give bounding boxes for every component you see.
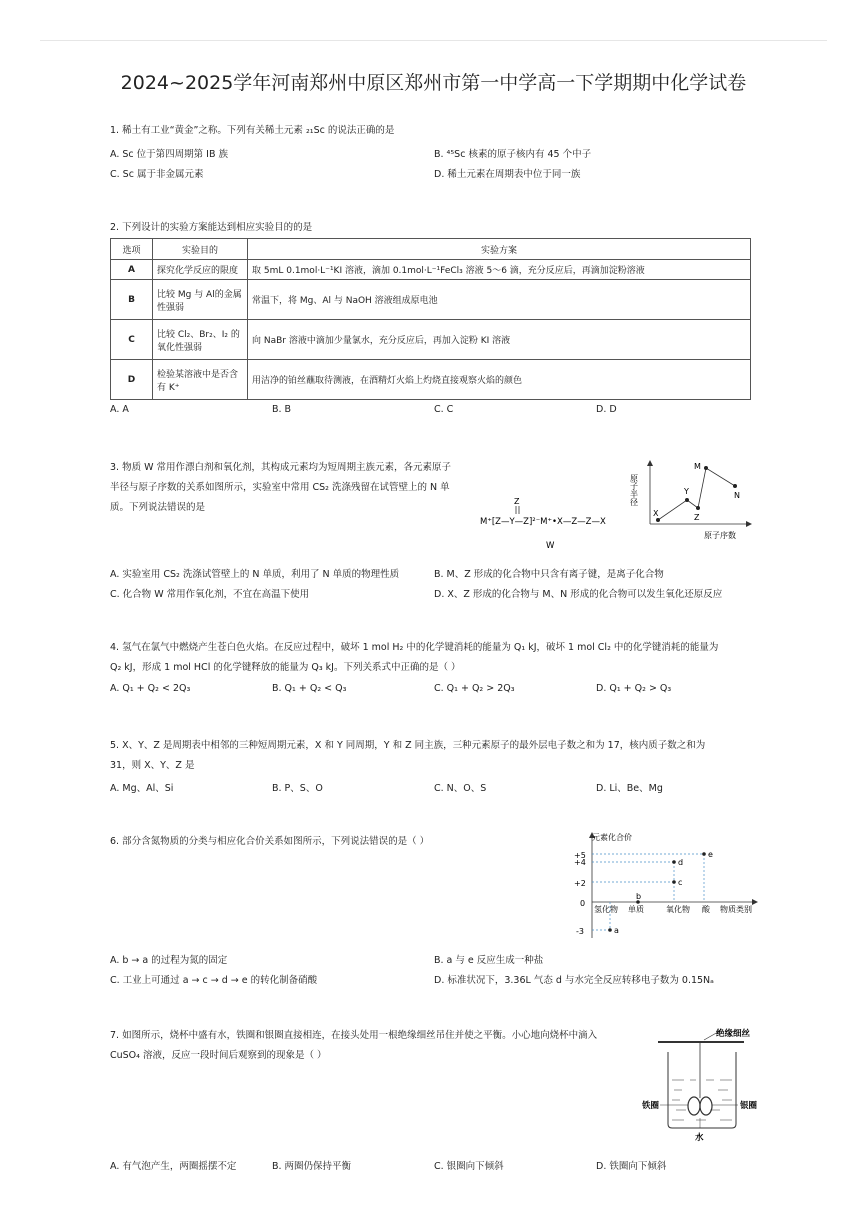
point-d [672,860,676,864]
point-label-x: X [653,509,659,518]
point-label-d: d [678,858,684,867]
table-header-row [111,239,751,260]
page-title: 2024~2025学年河南郑州中原区郑州市第一中学高一下学期期中化学试卷 [120,72,747,94]
ytick-plus4: +4 [574,858,586,867]
q3-option-c[interactable]: C. 化合物 W 常用作氧化剂，不宜在高温下使用 [110,589,310,600]
q6-option-b[interactable]: B. a 与 e 反应生成一种盐 [434,955,544,966]
q7-stem-line-2: CuSO₄ 溶液，反应一段时间后观察到的现象是（ ） [110,1050,327,1061]
xcat-oxide: 氧化物 [666,905,690,914]
graph-xlabel: 物质类别 [720,905,752,914]
q6-option-c[interactable]: C. 工业上可通过 a → c → d → e 的转化制备硝酸 [110,975,318,986]
q2-option-b[interactable]: B. B [272,404,292,415]
xcat-hydride: 氢化物 [594,905,618,914]
label-water: 水 [695,1133,704,1143]
ytick-zero: 0 [580,899,586,908]
point-label-y: Y [684,487,689,496]
ytick-plus5: +5 [574,851,586,860]
point-x [656,518,660,522]
q3-option-d[interactable]: D. X、Z 形成的化合物与 M、N 形成的化合物可以发生氧化还原反应 [434,589,723,600]
iron-ring [688,1097,700,1115]
q3-option-b[interactable]: B. M、Z 形成的化合物中只含有离子键，是离子化合物 [434,569,664,580]
table-row [111,360,751,400]
point-c [672,880,676,884]
point-label-a: a [614,926,619,935]
q3-option-a[interactable]: A. 实验室用 CS₂ 洗涤试管壁上的 N 单质，利用了 N 单质的物理性质 [110,569,400,580]
q7-option-b[interactable]: B. 两圈仍保持平衡 [272,1161,352,1172]
q4-stem-line-1: 4. 氢气在氯气中燃烧产生苍白色火焰。在反应过程中，破坏 1 mol H₂ 中的化学键消耗的能量为 Q₁ kJ，破坏 1 mol Cl₂ 中的化学键消耗的能量为 [110,642,719,653]
q7-stem-line-1: 7. 如图所示，烧杯中盛有水，铁圈和银圈直接相连，在接头处用一根绝缘细丝吊住并使之平衡。小心地向烧杯中滴入 [110,1030,598,1041]
q6-valence-graph [570,828,760,940]
q3-stem-line-3: 质。下列说法错误的是 [110,502,206,513]
q7-beaker-figure [640,1028,770,1143]
table-cell-purpose: 检验某溶液中是否含有 K⁺ [153,360,248,400]
q2-option-a[interactable]: A. A [110,404,129,415]
q3-stem-line-2: 半径与原子序数的关系如图所示，实验室中常用 CS₂ 洗涤残留在试管壁上的 N 单 [110,482,450,493]
q4-option-c[interactable]: C. Q₁ + Q₂ > 2Q₃ [434,683,515,694]
top-divider [40,40,827,41]
xcat-acid: 酸 [702,905,710,914]
q2-stem: 2. 下列设计的实验方案能达到相应实验目的的是 [110,222,313,233]
point-label-b: b [636,892,642,901]
point-a [608,928,612,932]
point-label-c: c [678,878,683,887]
q5-option-c[interactable]: C. N、O、S [434,783,487,794]
point-y [685,498,689,502]
graph-ylabel: 元素化合价 [592,833,632,842]
table-cell-plan: 用洁净的铂丝蘸取待测液，在酒精灯火焰上灼烧直接观察火焰的颜色 [248,360,751,400]
table-header: 选项 [111,239,153,260]
structure-label-w: W [546,541,555,551]
q5-option-b[interactable]: B. P、S、O [272,783,323,794]
structure-top-atom: Z [514,497,520,506]
q3-radius-graph [630,460,755,540]
q5-stem-line-2: 31，则 X、Y、Z 是 [110,760,195,771]
table-row [111,260,751,280]
point-e [702,852,706,856]
structure-formula: M⁺[Z—Y—Z]²⁻M⁺•X—Z—Z—X [480,517,606,527]
table-cell-plan: 常温下，将 Mg、Al 与 NaOH 溶液组成原电池 [248,280,751,320]
q7-option-d[interactable]: D. 铁圈向下倾斜 [596,1161,667,1172]
table-cell-purpose: 探究化学反应的限度 [153,260,248,280]
q2-table [110,238,751,400]
table-cell-plan: 取 5mL 0.1mol·L⁻¹KI 溶液，滴加 0.1mol·L⁻¹FeCl₃ 溶液 5～6 滴，充分反应后，再滴加淀粉溶液 [248,260,751,280]
table-cell-plan: 向 NaBr 溶液中滴加少量氯水，充分反应后，再加入淀粉 KI 溶液 [248,320,751,360]
q1-option-d[interactable]: D. 稀土元素在周期表中位于同一族 [434,169,581,180]
q4-option-d[interactable]: D. Q₁ + Q₂ > Q₃ [596,683,672,694]
q4-stem-line-2: Q₂ kJ，形成 1 mol HCl 的化学键释放的能量为 Q₃ kJ。下列关系式中正确的是（ ） [110,662,461,673]
ytick-minus3: -3 [576,927,584,936]
point-n [733,484,737,488]
label-insulated-string: 绝缘细丝 [716,1029,751,1039]
q6-option-a[interactable]: A. b → a 的过程为氮的固定 [110,955,228,966]
point-label-m: M [694,462,701,471]
table-cell-purpose: 比较 Cl₂、Br₂、I₂ 的氧化性强弱 [153,320,248,360]
point-label-n: N [734,491,740,500]
q5-option-a[interactable]: A. Mg、Al、Si [110,783,174,794]
q5-stem-line-1: 5. X、Y、Z 是周期表中相邻的三种短周期元素，X 和 Y 同周期，Y 和 Z 同主族，三种元素原子的最外层电子数之和为 17，核内质子数之和为 [110,740,706,751]
q3-structure-figure [476,494,636,554]
q3-stem-line-1: 3. 物质 W 常用作漂白剂和氧化剂，其构成元素均为短周期主族元素，各元素原子 [110,462,452,473]
q1-option-b[interactable]: B. ⁴⁵Sc 核素的原子核内有 45 个中子 [434,149,592,160]
point-label-e: e [708,850,713,859]
point-m [704,466,708,470]
q4-option-b[interactable]: B. Q₁ + Q₂ < Q₃ [272,683,347,694]
label-iron-ring: 铁圈 [642,1101,660,1111]
table-row [111,280,751,320]
table-cell-purpose: 比较 Mg 与 Al的金属性强弱 [153,280,248,320]
q7-option-a[interactable]: A. 有气泡产生，两圈摇摆不定 [110,1161,237,1172]
q5-option-d[interactable]: D. Li、Be、Mg [596,783,663,794]
label-silver-ring: 银圈 [740,1101,758,1111]
table-cell-option: A [111,260,153,280]
table-cell-option: B [111,280,153,320]
table-header: 实验目的 [153,239,248,260]
table-cell-option: C [111,320,153,360]
ytick-plus2: +2 [574,879,586,888]
q6-option-d[interactable]: D. 标准状况下，3.36L 气态 d 与水完全反应转移电子数为 0.15Nₐ [434,975,714,986]
graph-xlabel: 原子序数 [704,531,736,540]
q1-option-a[interactable]: A. Sc 位于第四周期第 IB 族 [110,149,229,160]
q4-option-a[interactable]: A. Q₁ + Q₂ < 2Q₃ [110,683,191,694]
xcat-element: 单质 [628,905,644,914]
table-cell-option: D [111,360,153,400]
q1-stem: 1. 稀土有工业“黄金”之称。下列有关稀土元素 ₂₁Sc 的说法正确的是 [110,125,395,136]
q2-option-d[interactable]: D. D [596,404,617,415]
point-label-z: Z [694,513,700,522]
table-row [111,320,751,360]
table-header: 实验方案 [248,239,751,260]
q6-stem: 6. 部分含氮物质的分类与相应化合价关系如图所示，下列说法错误的是（ ） [110,836,430,847]
q2-option-c[interactable]: C. C [434,404,454,415]
point-z [696,506,700,510]
silver-ring [700,1097,712,1115]
q1-option-c[interactable]: C. Sc 属于非金属元素 [110,169,204,180]
graph-ylabel: 原子半径 [630,474,639,506]
q7-option-c[interactable]: C. 银圈向下倾斜 [434,1161,504,1172]
